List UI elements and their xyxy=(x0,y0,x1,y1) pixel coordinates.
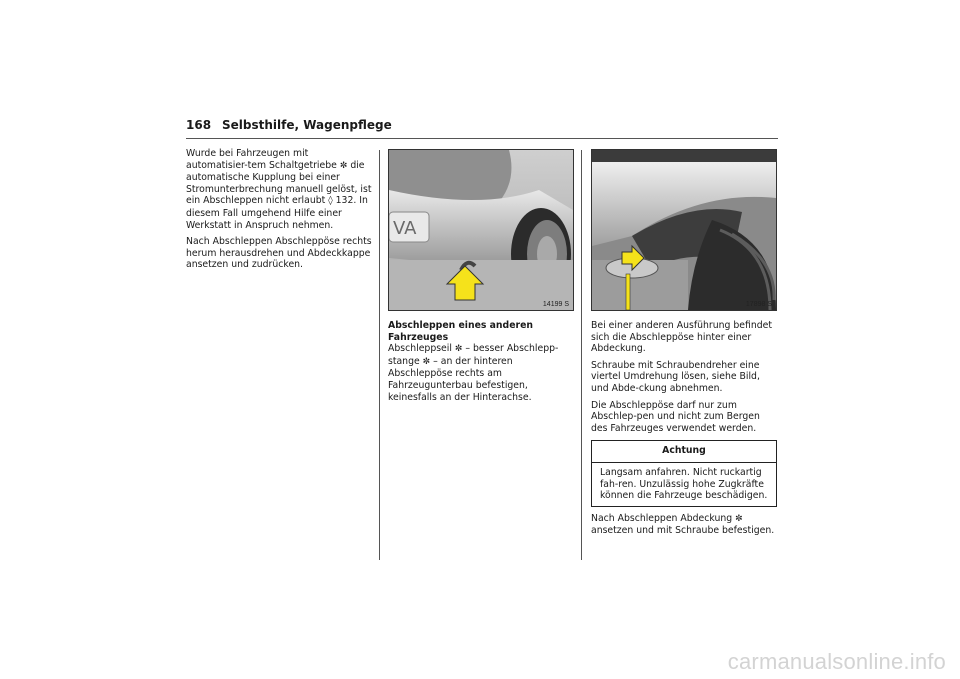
bumper-illustration xyxy=(389,150,573,310)
right-paragraph-3: Die Abschleppöse darf nur zum Abschlep-pen und nicht zum Bergen des Fahrzeuges verwendet werden. xyxy=(591,399,760,434)
image-code: 14199 S xyxy=(542,301,569,308)
page-number: 168 xyxy=(186,118,212,132)
watermark: carmanualsonline.info xyxy=(727,649,946,674)
left-paragraph-2: Nach Abschleppen Abschleppöse rechts herum herausdrehen und Abdeckkappe ansetzen und zudrücken. xyxy=(186,236,372,271)
column-divider-right xyxy=(581,150,582,560)
snowflake-icon: ✼ xyxy=(735,513,743,524)
cover-illustration xyxy=(592,150,776,310)
tow-eye-photo-bumper xyxy=(388,149,574,311)
right-column xyxy=(591,320,777,542)
right-paragraph-1: Bei einer anderen Ausführung befindet sich die Abschleppöse hinter einer Abdeckung. xyxy=(591,320,772,355)
left-paragraph-1: Wurde bei Fahrzeugen mit automatisier-tem Schaltgetriebe ✼ die automatische Kupplung bei einer Stromunterbrechung manuell gelöst, ist ein Abschleppen nicht erlaubt ◊ 132. In diesem Fall umgehend Hilfe einer Werkstatt in Anspruch nehmen. xyxy=(186,148,372,231)
left-column xyxy=(186,148,372,276)
reference-icon: ◊ xyxy=(328,196,333,207)
right-paragraph-2: Schraube mit Schraubendreher eine viertel Umdrehung lösen, siehe Bild, und Abde-ckung abnehmen. xyxy=(591,359,760,394)
middle-paragraph: Abschleppen eines anderen Fahrzeuges Abschleppseil ✼ – besser Abschlepp-stange ✼ – an der hinteren Abschleppöse rechts am Fahrzeugunterbau befestigen, keinesfalls an der Hinterachse. xyxy=(388,320,559,403)
page-header xyxy=(186,116,778,139)
warning-title: Achtung xyxy=(592,441,776,463)
column-divider-left xyxy=(379,150,380,560)
snowflake-icon: ✼ xyxy=(339,160,348,171)
middle-heading: Abschleppen eines anderen Fahrzeuges xyxy=(388,320,534,343)
warning-text: Langsam anfahren. Nicht ruckartig fah-ren. Unzulässig hohe Zugkräfte können die Fahrzeuge beschädigen. xyxy=(600,466,768,502)
warning-box xyxy=(591,440,777,506)
image-code: 17898 S xyxy=(745,301,772,308)
right-paragraph-4: Nach Abschleppen Abdeckung ✼ ansetzen und mit Schraube befestigen. xyxy=(591,512,775,537)
snowflake-icon: ✼ xyxy=(454,344,463,355)
middle-column xyxy=(388,320,574,408)
section-title: Selbsthilfe, Wagenpflege xyxy=(222,118,392,132)
tow-eye-photo-cover xyxy=(591,149,777,311)
snowflake-icon: ✼ xyxy=(422,356,431,367)
license-plate-text: VA xyxy=(393,218,417,239)
